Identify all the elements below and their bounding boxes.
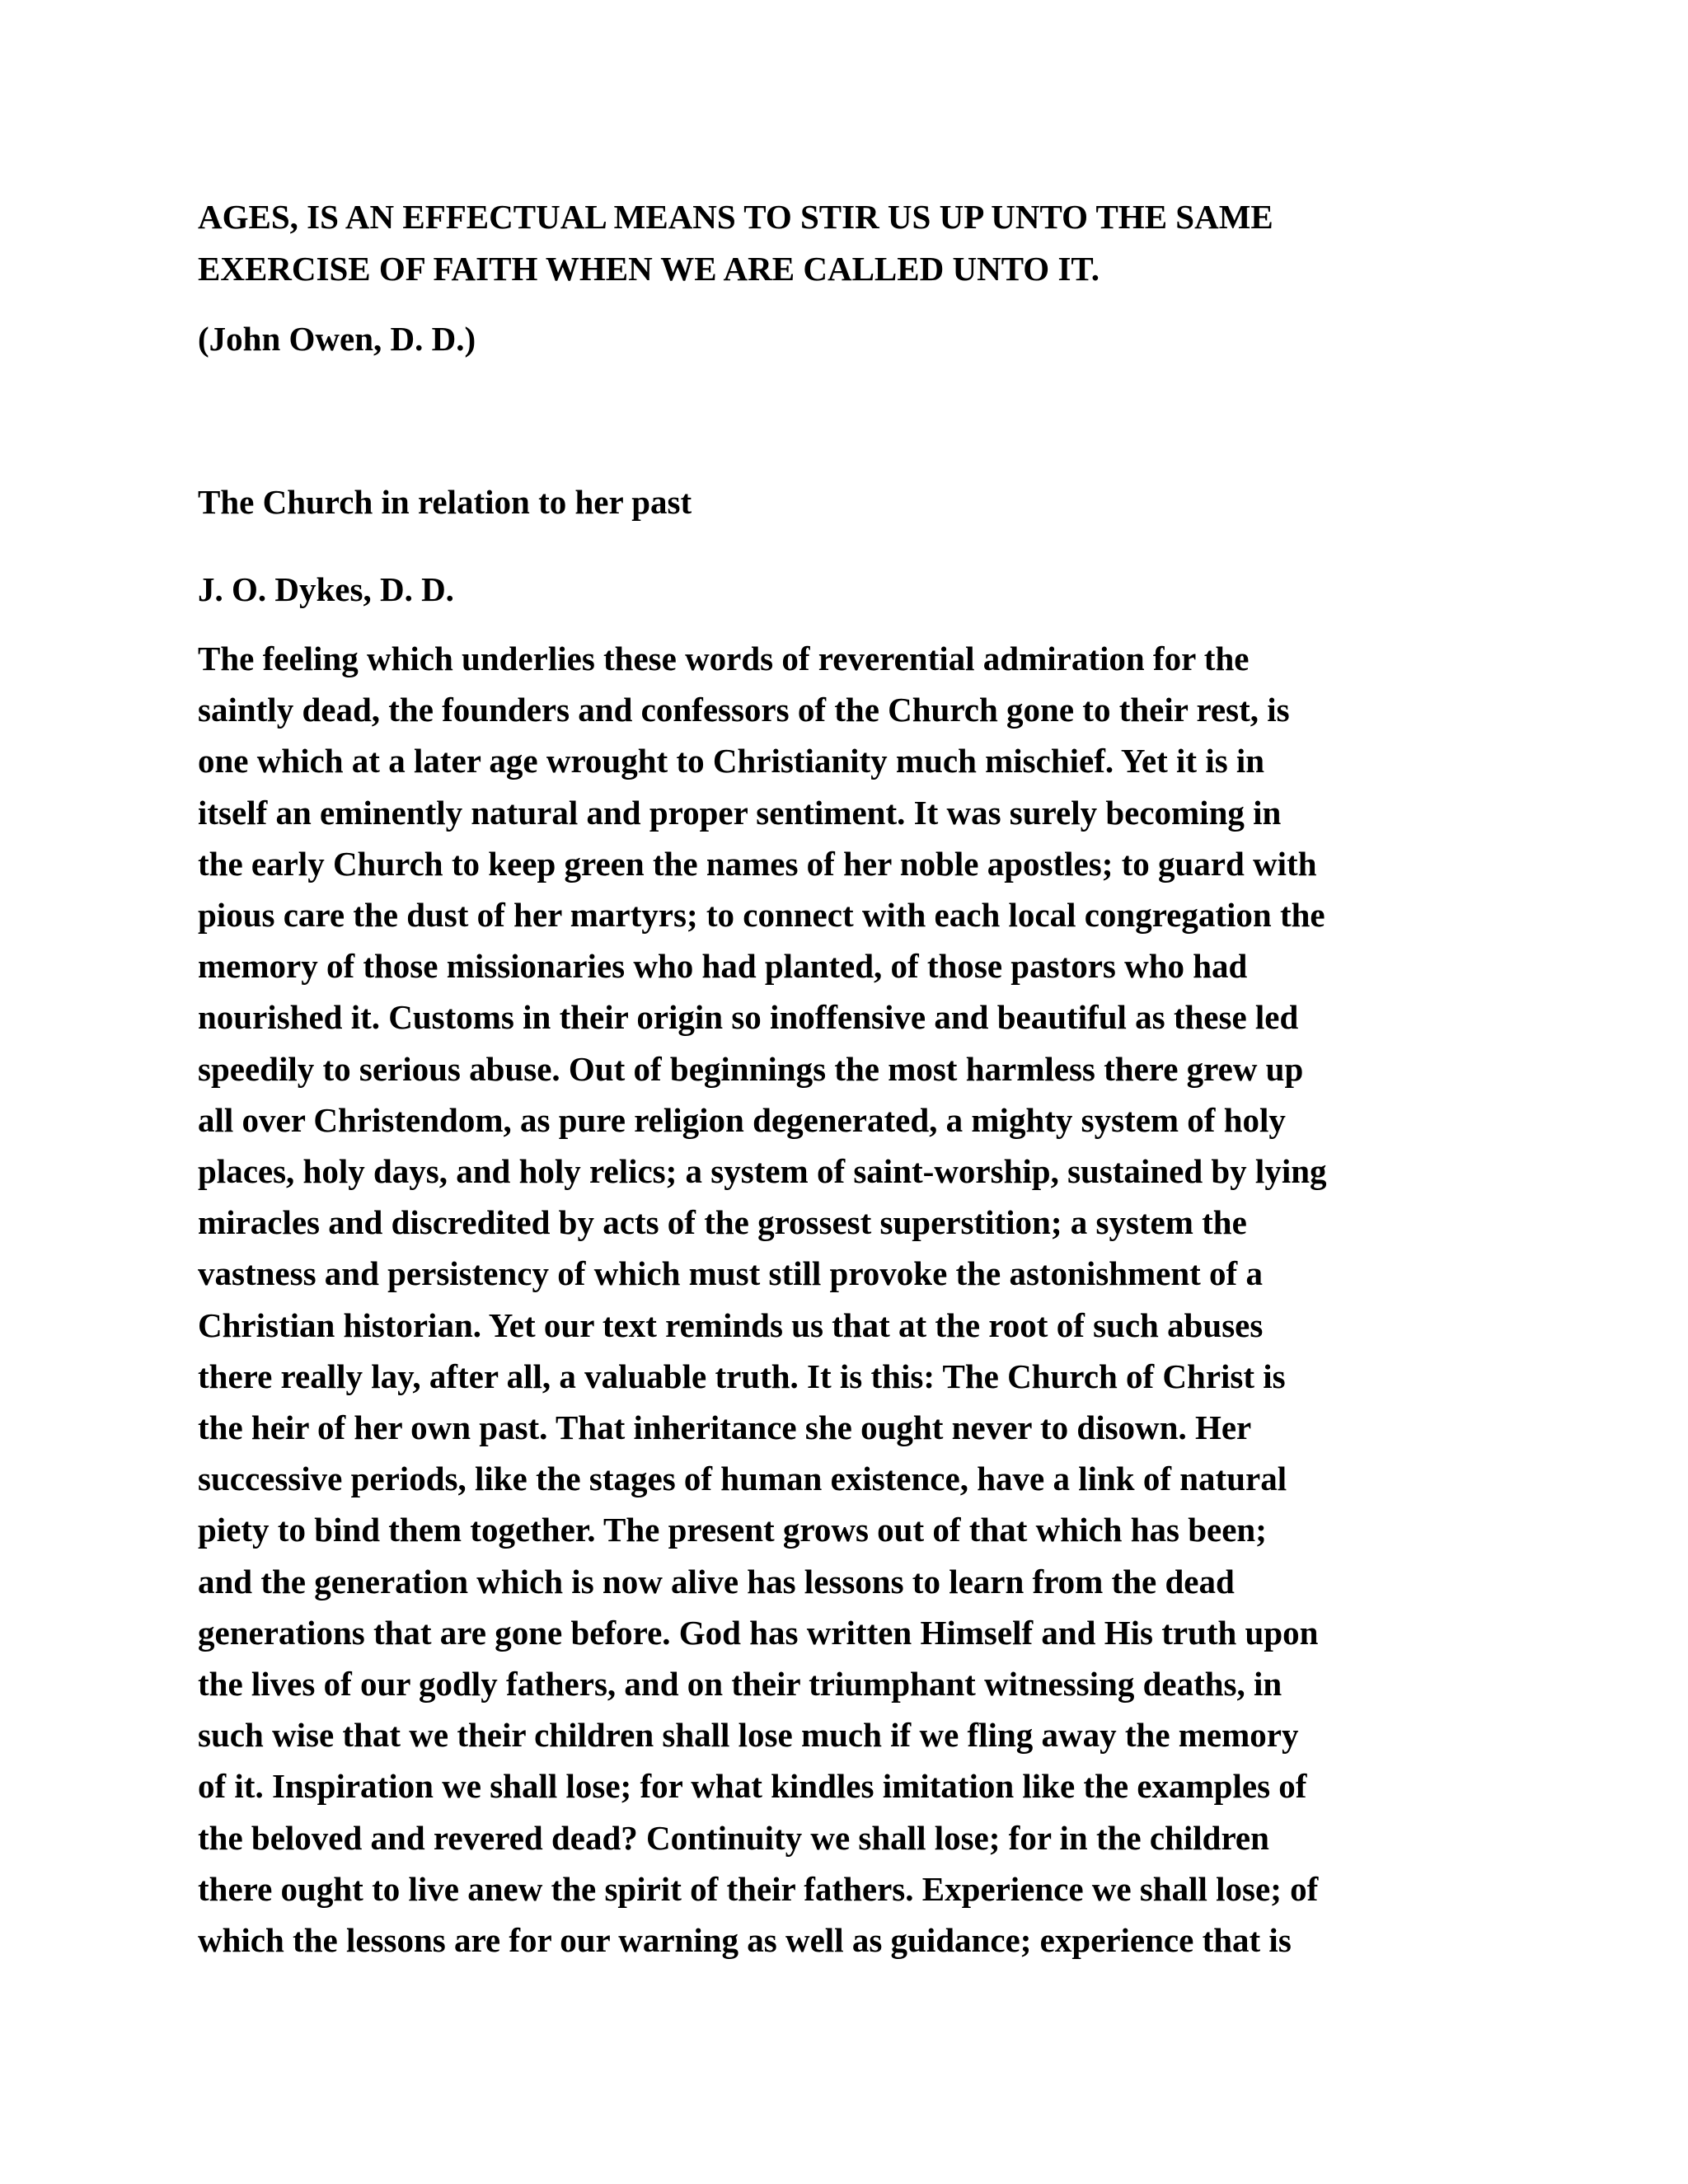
attribution: (John Owen, D. D.) [198,320,476,358]
author-byline: J. O. Dykes, D. D. [198,570,454,608]
body-line: the early Church to keep green the names of her noble apostles; to guard with [198,844,1317,883]
body-line: The feeling which underlies these words of reverential admiration for the [198,640,1250,677]
body-line: there ought to live anew the spirit of their fathers. Experience we shall lose; of [198,1869,1319,1908]
body-line: Christian historian. Yet our text reminds us that at the root of such abuses [198,1305,1264,1344]
body-line: generations that are gone before. God has written Himself and His truth upon [198,1613,1319,1652]
body-line: piety to bind them together. The present grows out of that which has been; [198,1511,1267,1549]
body-line: miracles and discredited by acts of the grossest superstition; a system the [198,1203,1247,1242]
body-line: one which at a later age wrought to Christianity much mischief. Yet it is in [198,742,1265,780]
body-line: and the generation which is now alive has lessons to learn from the dead [198,1562,1235,1601]
body-line: which the lessons are for our warning as well as guidance; experience that is [198,1921,1292,1960]
body-line: nourished it. Customs in their origin so inoffensive and beautiful as these led [198,998,1299,1037]
body-line: there really lay, after all, a valuable truth. It is this: The Church of Christ is [198,1357,1286,1395]
body-line: saintly dead, the founders and confessors of the Church gone to their rest, is [198,691,1290,729]
section-title: The Church in relation to her past [198,483,692,521]
body-line: memory of those missionaries who had planted, of those pastors who had [198,947,1248,986]
body-line: vastness and persistency of which must still provoke the astonishment of a [198,1254,1263,1293]
body-paragraph [198,633,1484,1966]
body-line: successive periods, like the stages of human existence, have a link of natural [198,1460,1287,1498]
body-line: all over Christendom, as pure religion degenerated, a mighty system of holy [198,1100,1286,1139]
heading-line: AGES, IS AN EFFECTUAL MEANS TO STIR US UP UNTO THE SAME [198,198,1273,236]
body-line: pious care the dust of her martyrs; to connect with each local congregation the [198,896,1325,935]
body-line: itself an eminently natural and proper sentiment. It was surely becoming in [198,793,1282,832]
continued-heading [198,191,1484,295]
body-line: places, holy days, and holy relics; a system of saint-worship, sustained by lying [198,1152,1327,1191]
body-line: the heir of her own past. That inheritance she ought never to disown. Her [198,1408,1252,1447]
body-line: the lives of our godly fathers, and on their triumphant witnessing deaths, in [198,1665,1282,1704]
heading-line: EXERCISE OF FAITH WHEN WE ARE CALLED UNTO IT. [198,250,1100,288]
body-line: the beloved and revered dead? Continuity we shall lose; for in the children [198,1818,1269,1857]
body-line: of it. Inspiration we shall lose; for what kindles imitation like the examples of [198,1767,1307,1806]
body-line: speedily to serious abuse. Out of beginnings the most harmless there grew up [198,1049,1304,1088]
body-line: such wise that we their children shall lose much if we fling away the memory [198,1716,1299,1755]
